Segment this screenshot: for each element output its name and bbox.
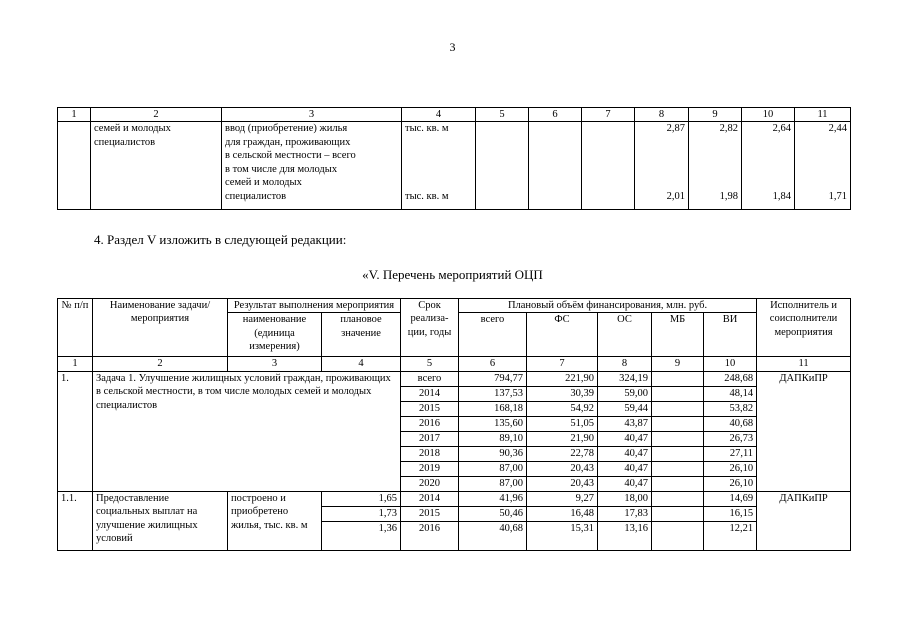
header-mb: МБ — [652, 313, 704, 357]
empty-cell — [58, 122, 91, 210]
col-number: 1 — [58, 357, 93, 371]
vi-cell: 27,11 — [704, 446, 757, 461]
year-cell: 2018 — [401, 446, 459, 461]
fs-cell: 54,92 — [527, 401, 598, 416]
result-line: в сельской местности – всего — [225, 150, 356, 162]
os-cell: 40,47 — [598, 446, 652, 461]
value: 2,82 — [719, 123, 738, 135]
result-line: для граждан, проживающих — [225, 136, 351, 148]
vi-cell: 26,73 — [704, 431, 757, 446]
table-row — [58, 371, 851, 386]
mb-cell — [652, 506, 704, 521]
measures-table — [57, 298, 851, 551]
header-result-name: наименование (единица измерения) — [228, 313, 322, 357]
fs-cell: 51,05 — [527, 416, 598, 431]
value: 1,98 — [719, 190, 738, 202]
empty-cell — [476, 122, 529, 210]
os-cell: 13,16 — [598, 521, 652, 550]
fs-cell: 20,43 — [527, 461, 598, 476]
header-executor: Исполнитель и соисполнители мероприятия — [757, 299, 851, 357]
col-number: 11 — [795, 108, 851, 122]
column-number-row — [58, 108, 851, 122]
fs-cell: 15,31 — [527, 521, 598, 550]
total-cell: 135,60 — [459, 416, 527, 431]
year-cell: 2015 — [401, 506, 459, 521]
value-cell — [742, 122, 795, 210]
header-os: ОС — [598, 313, 652, 357]
item-num: 1.1. — [58, 491, 93, 550]
header-result-value: плановое значение — [322, 313, 401, 357]
unit-cell — [402, 122, 476, 210]
year-cell: 2020 — [401, 476, 459, 491]
year-cell: 2015 — [401, 401, 459, 416]
total-cell: 90,36 — [459, 446, 527, 461]
fs-cell: 21,90 — [527, 431, 598, 446]
mb-cell — [652, 521, 704, 550]
total-cell: 41,96 — [459, 491, 527, 506]
header-vi: ВИ — [704, 313, 757, 357]
value: 2,44 — [828, 123, 847, 135]
value-cell — [795, 122, 851, 210]
col-number: 5 — [401, 357, 459, 371]
year-cell: всего — [401, 371, 459, 386]
col-number: 2 — [93, 357, 228, 371]
value: 2,01 — [666, 190, 685, 202]
page-number: 3 — [449, 40, 456, 54]
planned-value-cell: 1,73 — [322, 506, 401, 521]
result-line: специалистов — [225, 190, 287, 202]
os-cell: 59,00 — [598, 386, 652, 401]
col-number: 10 — [704, 357, 757, 371]
empty-cell — [529, 122, 582, 210]
col-number: 4 — [402, 108, 476, 122]
col-number: 9 — [689, 108, 742, 122]
value-cell — [635, 122, 689, 210]
header-result: Результат выполнения мероприятия — [228, 299, 401, 313]
os-cell: 18,00 — [598, 491, 652, 506]
header-name: Наименование задачи/мероприятия — [93, 299, 228, 357]
fs-cell: 221,90 — [527, 371, 598, 386]
table-row — [58, 122, 851, 210]
mb-cell — [652, 491, 704, 506]
mb-cell — [652, 401, 704, 416]
result-line: в том числе для молодых — [225, 163, 338, 175]
section-title: «V. Перечень мероприятий ОЦП — [362, 267, 543, 282]
task-name: Задача 1. Улучшение жилищных условий граждан, проживающих в сельской местности, в том числе молодых семей и молодых специалистов — [93, 371, 401, 491]
year-cell: 2016 — [401, 521, 459, 550]
year-cell: 2014 — [401, 491, 459, 506]
mb-cell — [652, 386, 704, 401]
header-row — [58, 299, 851, 313]
total-cell: 137,53 — [459, 386, 527, 401]
planned-value-cell: 1,36 — [322, 521, 401, 550]
vi-cell: 53,82 — [704, 401, 757, 416]
header-num: № п/п — [58, 299, 93, 357]
value: 1,71 — [828, 190, 847, 202]
total-cell: 89,10 — [459, 431, 527, 446]
col-number: 7 — [527, 357, 598, 371]
col-number: 6 — [529, 108, 582, 122]
os-cell: 59,44 — [598, 401, 652, 416]
mb-cell — [652, 416, 704, 431]
unit-value: тыс. кв. м — [405, 123, 449, 135]
col-number: 3 — [222, 108, 402, 122]
col-number: 2 — [91, 108, 222, 122]
vi-cell: 16,15 — [704, 506, 757, 521]
task-cell: семей и молодых специалистов — [91, 122, 222, 210]
vi-cell: 248,68 — [704, 371, 757, 386]
total-cell: 168,18 — [459, 401, 527, 416]
col-number: 7 — [582, 108, 635, 122]
mb-cell — [652, 371, 704, 386]
year-cell: 2017 — [401, 431, 459, 446]
task-num: 1. — [58, 371, 93, 491]
fs-cell: 20,43 — [527, 476, 598, 491]
vi-cell: 40,68 — [704, 416, 757, 431]
col-number: 10 — [742, 108, 795, 122]
os-cell: 40,47 — [598, 476, 652, 491]
table-row — [58, 491, 851, 506]
year-cell: 2016 — [401, 416, 459, 431]
header-total: всего — [459, 313, 527, 357]
col-number: 8 — [635, 108, 689, 122]
header-financing: Плановый объём финансирования, млн. руб. — [459, 299, 757, 313]
instruction-text: 4. Раздел V изложить в следующей редакции: — [94, 232, 347, 247]
col-number: 5 — [476, 108, 529, 122]
os-cell: 40,47 — [598, 431, 652, 446]
column-number-row — [58, 357, 851, 371]
result-line: семей и молодых — [225, 177, 302, 189]
col-number: 4 — [322, 357, 401, 371]
os-cell: 40,47 — [598, 461, 652, 476]
total-cell: 794,77 — [459, 371, 527, 386]
planned-value-cell: 1,65 — [322, 491, 401, 506]
executor-cell: ДАПКиПР — [757, 491, 851, 550]
result-line: ввод (приобретение) жилья — [225, 123, 348, 135]
item-result-name: построено и приобретено жилья, тыс. кв. м — [228, 491, 322, 550]
year-cell: 2019 — [401, 461, 459, 476]
continuation-table — [57, 107, 851, 210]
header-term: Срок реализа-ции, годы — [401, 299, 459, 357]
os-cell: 324,19 — [598, 371, 652, 386]
os-cell: 43,87 — [598, 416, 652, 431]
vi-cell: 14,69 — [704, 491, 757, 506]
total-cell: 87,00 — [459, 461, 527, 476]
value: 2,87 — [666, 123, 685, 135]
fs-cell: 9,27 — [527, 491, 598, 506]
total-cell: 50,46 — [459, 506, 527, 521]
executor-cell: ДАПКиПР — [757, 371, 851, 491]
item-name: Предоставление социальных выплат на улучшение жилищных условий — [93, 491, 228, 550]
col-number: 9 — [652, 357, 704, 371]
value-cell — [689, 122, 742, 210]
mb-cell — [652, 446, 704, 461]
mb-cell — [652, 461, 704, 476]
value: 1,84 — [772, 190, 791, 202]
vi-cell: 12,21 — [704, 521, 757, 550]
result-cell — [222, 122, 402, 210]
col-number: 1 — [58, 108, 91, 122]
col-number: 6 — [459, 357, 527, 371]
vi-cell: 48,14 — [704, 386, 757, 401]
vi-cell: 26,10 — [704, 461, 757, 476]
unit-value: тыс. кв. м — [405, 190, 449, 202]
mb-cell — [652, 476, 704, 491]
empty-cell — [582, 122, 635, 210]
mb-cell — [652, 431, 704, 446]
value: 2,64 — [772, 123, 791, 135]
total-cell: 40,68 — [459, 521, 527, 550]
col-number: 3 — [228, 357, 322, 371]
os-cell: 17,83 — [598, 506, 652, 521]
fs-cell: 16,48 — [527, 506, 598, 521]
col-number: 11 — [757, 357, 851, 371]
col-number: 8 — [598, 357, 652, 371]
vi-cell: 26,10 — [704, 476, 757, 491]
header-fs: ФС — [527, 313, 598, 357]
year-cell: 2014 — [401, 386, 459, 401]
fs-cell: 30,39 — [527, 386, 598, 401]
total-cell: 87,00 — [459, 476, 527, 491]
fs-cell: 22,78 — [527, 446, 598, 461]
